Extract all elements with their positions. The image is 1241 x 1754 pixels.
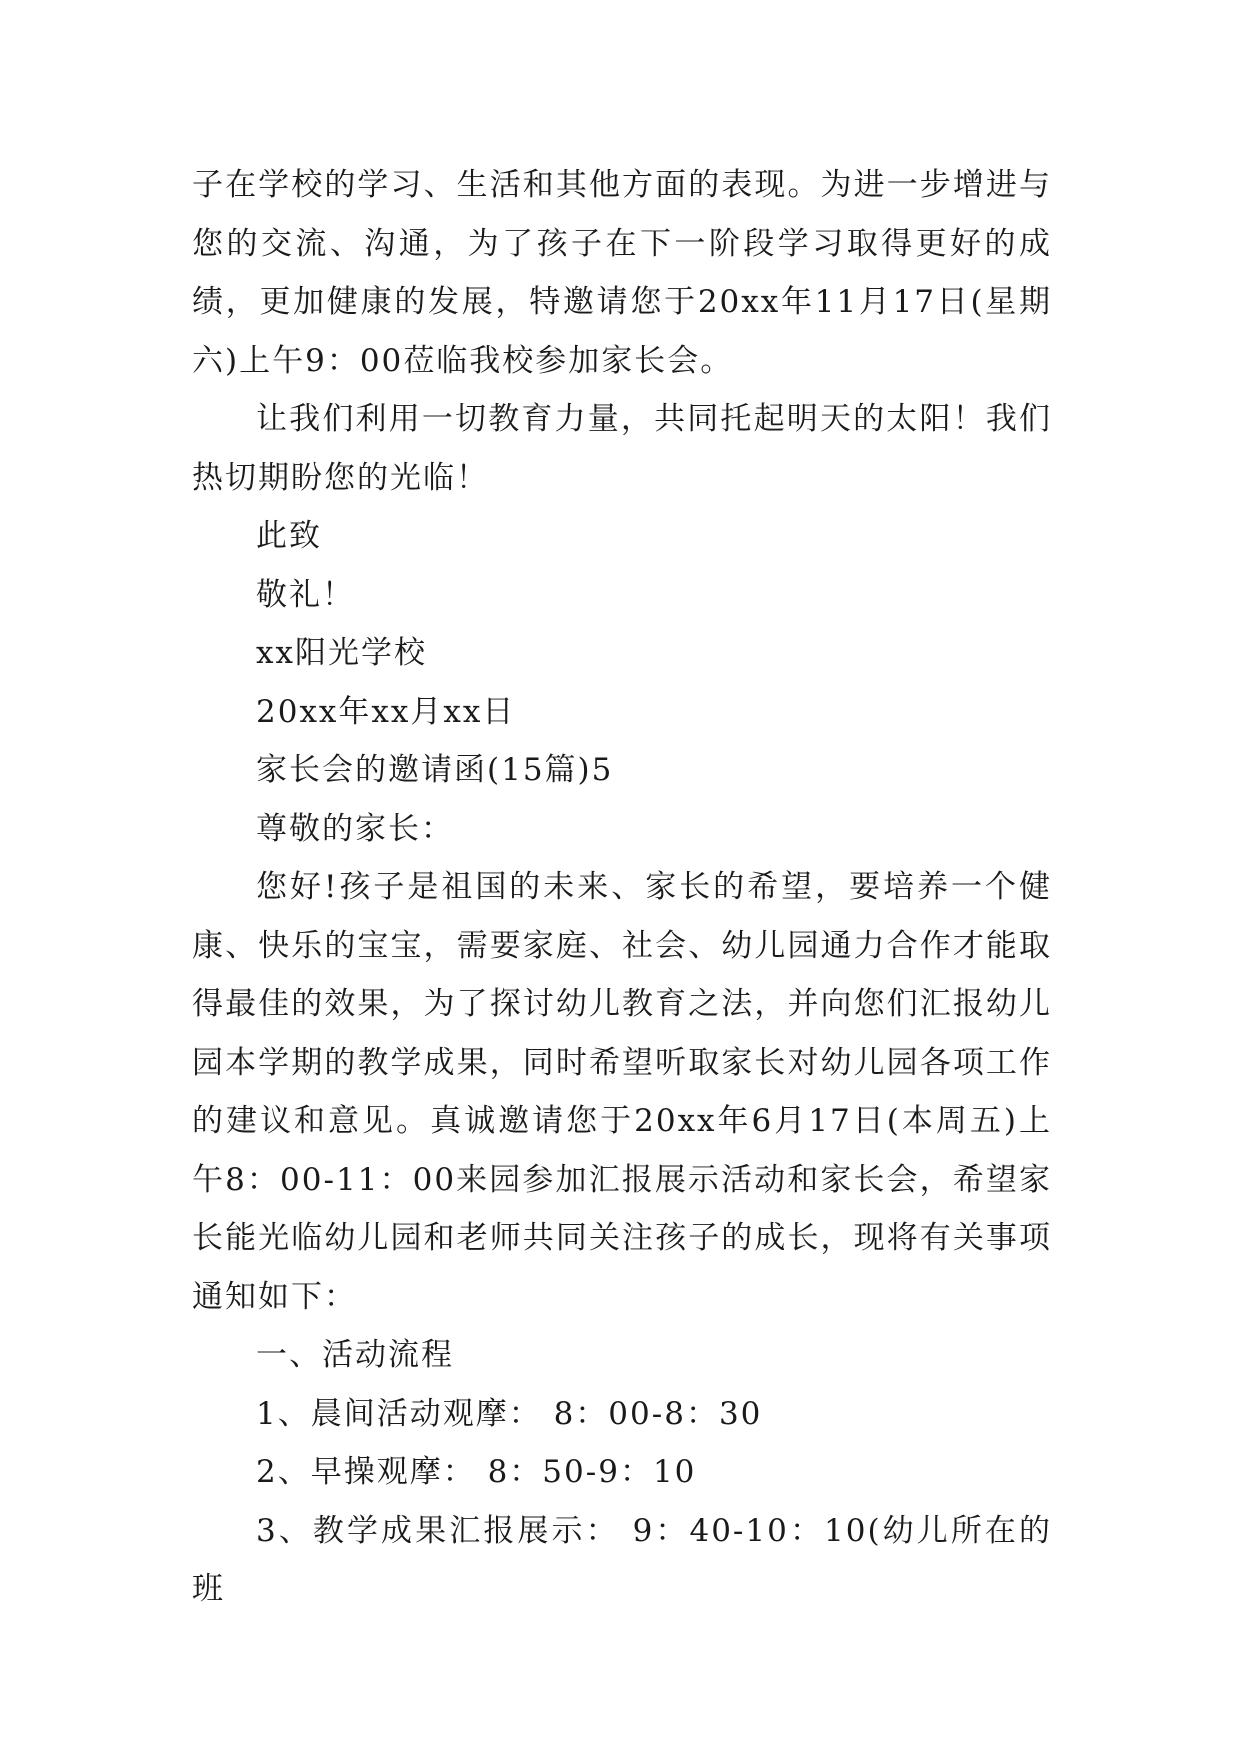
paragraph-closing-appeal: 让我们利用一切教育力量，共同托起明天的太阳！我们热切期盼您的光临！ [192, 401, 1052, 496]
salutation-cizhi: 此致 [256, 518, 322, 554]
list-item-2: 2、早操观摩： 8：50-9：10 [256, 1454, 697, 1490]
paragraph-invitation-body: 您好!孩子是祖国的未来、家长的希望，要培养一个健康、快乐的宝宝，需要家庭、社会、幼儿园通力合作才能取得最佳的效果，为了探讨幼儿教育之法，并向您们汇报幼儿园本学期的教学成果，同时希望听取家长对幼儿园各项工作的建议和意见。真诚邀请您于20xx年6月17日(本周五)上午8：00-11：00来园参加汇报展示活动和家长会，希望家长能光临幼儿园和老师共同关注孩子的成长，现将有关事项通知如下： [192, 869, 1052, 1315]
list-item-1: 1、晨间活动观摩： 8：00-8：30 [256, 1395, 763, 1432]
salutation-jingli: 敬礼！ [256, 576, 355, 613]
greeting: 尊敬的家长： [256, 810, 454, 847]
list-item-3: 3、教学成果汇报展示： 9：40-10：10(幼儿所在的班 [192, 1512, 1052, 1607]
heading-activity-flow: 一、活动流程 [256, 1337, 454, 1373]
paragraph-continued-invitation: 子在学校的学习、生活和其他方面的表现。为进一步增进与您的交流、沟通，为了孩子在下一阶段学习取得更好的成绩，更加健康的发展，特邀请您于20xx年11月17日(星期六)上午9：00莅临我校参加家长会。 [192, 167, 1052, 379]
section-title: 家长会的邀请函(15篇)5 [256, 752, 614, 788]
signature-school: xx阳光学校 [256, 635, 427, 671]
document-body [192, 156, 1052, 1619]
signature-date: 20xx年xx月xx日 [256, 693, 516, 730]
